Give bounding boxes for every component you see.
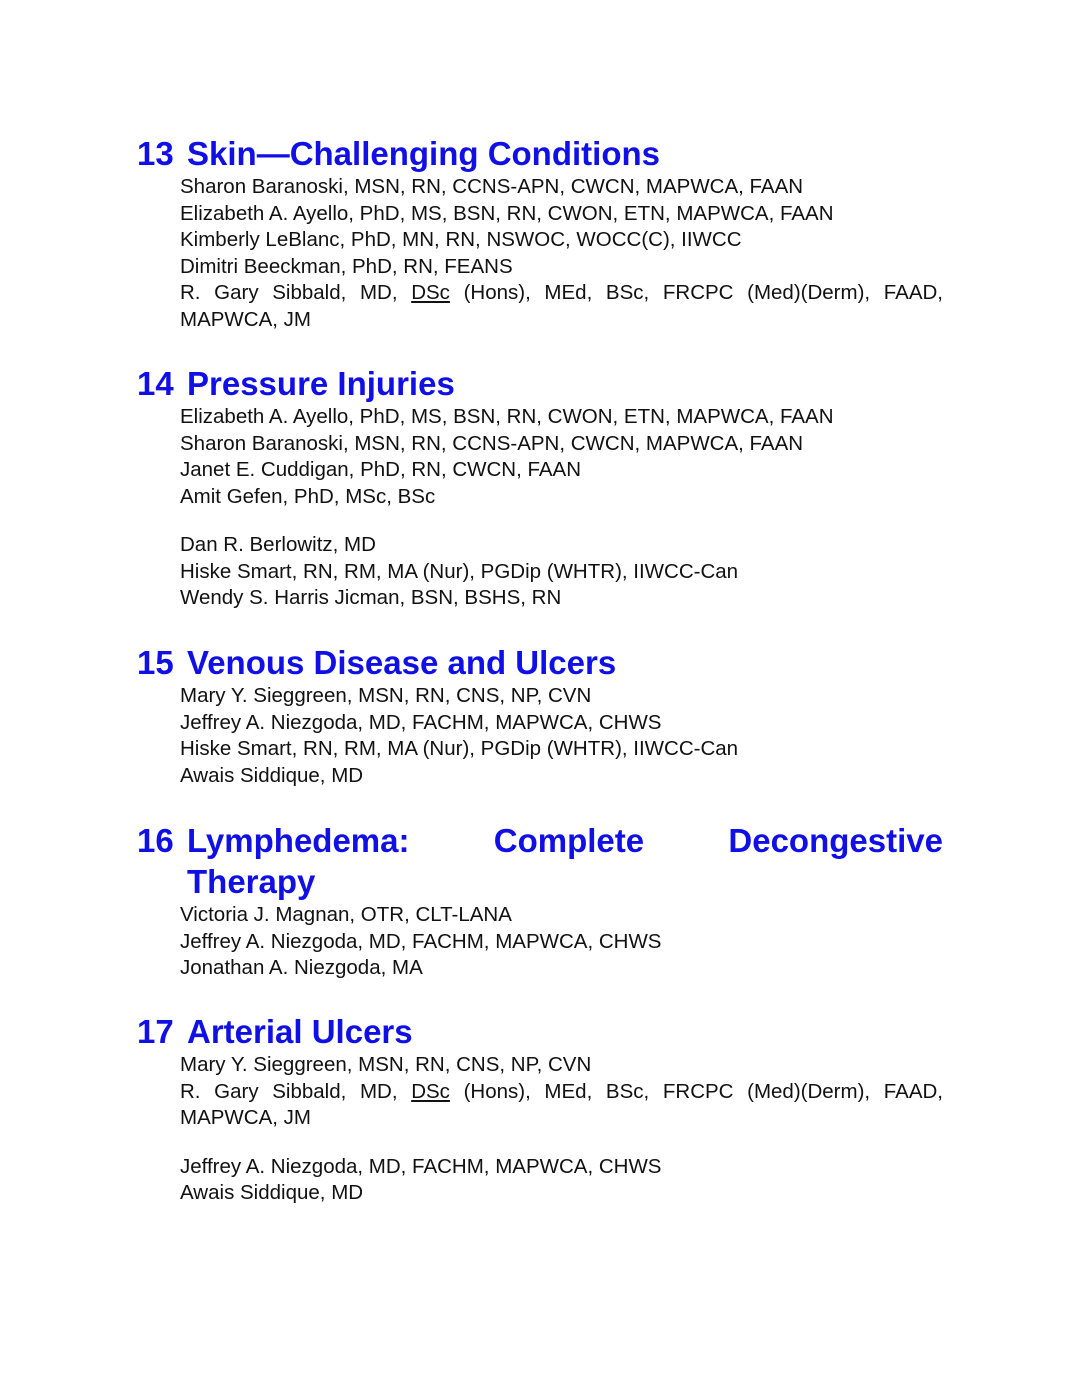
degree-abbrev: DSc (411, 1079, 450, 1103)
chapter-number: 17 (137, 1013, 174, 1050)
chapter-heading (0, 133, 943, 174)
title-word: Complete (493, 822, 645, 859)
author-credentials: (Hons), MEd, BSc, FRCPC (Med)(Derm), FAAD, MAPWCA, JM (180, 1079, 943, 1129)
author: Hiske Smart, RN, RM, MA (Nur), PGDip (WHTR), IIWCC-Can (180, 737, 739, 760)
author-list (180, 174, 943, 333)
author: Janet E. Cuddigan, PhD, RN, CWCN, FAAN (180, 458, 582, 481)
author: Amit Gefen, PhD, MSc, BSc (180, 484, 436, 508)
chapter-heading (0, 820, 943, 902)
chapter-heading (0, 363, 943, 404)
chapter-heading (0, 1011, 943, 1052)
author: Dan R. Berlowitz, MD (180, 533, 376, 556)
author: Jonathan A. Niezgoda, MA (180, 956, 423, 979)
chapter-title: Pressure Injuries (187, 365, 455, 402)
author-name: R. Gary Sibbald, MD, (180, 1079, 412, 1103)
author: Sharon Baranoski, MSN, RN, CCNS-APN, CWCN, MAPWCA, FAAN (180, 175, 804, 198)
author-name: R. Gary Sibbald, MD, (180, 281, 412, 304)
title-word: Decongestive (728, 822, 943, 859)
author: Jeffrey A. Niezgoda, MD, FACHM, MAPWCA, CHWS (180, 710, 662, 734)
chapter-number: 15 (137, 644, 174, 681)
author (180, 1079, 943, 1132)
chapter-title-line-1 (187, 820, 943, 861)
author-list (180, 902, 943, 982)
title-word: Lymphedema: (187, 822, 410, 859)
chapter-number: 13 (137, 135, 174, 172)
chapter-heading (0, 642, 943, 683)
chapter-14 (0, 363, 1080, 612)
chapter-17 (0, 1011, 1080, 1207)
chapter-15 (0, 642, 1080, 789)
author: Mary Y. Sieggreen, MSN, RN, CNS, NP, CVN (180, 684, 592, 707)
chapter-title: Arterial Ulcers (187, 1013, 413, 1050)
chapter-title: Venous Disease and Ulcers (187, 644, 617, 681)
author: Elizabeth A. Ayello, PhD, MS, BSN, RN, CWON, ETN, MAPWCA, FAAN (180, 405, 834, 428)
chapter-number: 14 (137, 365, 174, 402)
author: Elizabeth A. Ayello, PhD, MS, BSN, RN, CWON, ETN, MAPWCA, FAAN (180, 201, 834, 225)
author: Hiske Smart, RN, RM, MA (Nur), PGDip (WHTR), IIWCC-Can (180, 559, 739, 583)
author: Jeffrey A. Niezgoda, MD, FACHM, MAPWCA, CHWS (180, 929, 662, 953)
chapter-title-line-2: Therapy (187, 863, 316, 900)
author: Mary Y. Sieggreen, MSN, RN, CNS, NP, CVN (180, 1053, 592, 1076)
author: Sharon Baranoski, MSN, RN, CCNS-APN, CWCN, MAPWCA, FAAN (180, 431, 804, 455)
chapter-16 (0, 820, 1080, 982)
chapter-number: 16 (137, 822, 174, 859)
chapter-title (187, 820, 943, 902)
author-credentials: (Hons), MEd, BSc, FRCPC (Med)(Derm), FAAD, MAPWCA, JM (180, 281, 943, 331)
author: Victoria J. Magnan, OTR, CLT-LANA (180, 903, 512, 926)
spacer (180, 510, 943, 532)
author: Awais Siddique, MD (180, 763, 364, 787)
degree-abbrev: DSc (411, 281, 450, 304)
author: Wendy S. Harris Jicman, BSN, BSHS, RN (180, 586, 562, 609)
author: Kimberly LeBlanc, PhD, MN, RN, NSWOC, WOCC(C), IIWCC (180, 228, 742, 251)
author (180, 280, 943, 333)
chapter-13 (0, 133, 1080, 333)
author: Jeffrey A. Niezgoda, MD, FACHM, MAPWCA, CHWS (180, 1154, 662, 1178)
author: Awais Siddique, MD (180, 1181, 364, 1204)
spacer (180, 1132, 943, 1154)
chapter-title: Skin—Challenging Conditions (187, 135, 660, 172)
author-list (180, 1052, 943, 1207)
author-list (180, 404, 943, 612)
author: Dimitri Beeckman, PhD, RN, FEANS (180, 254, 513, 278)
author-list (180, 683, 943, 789)
